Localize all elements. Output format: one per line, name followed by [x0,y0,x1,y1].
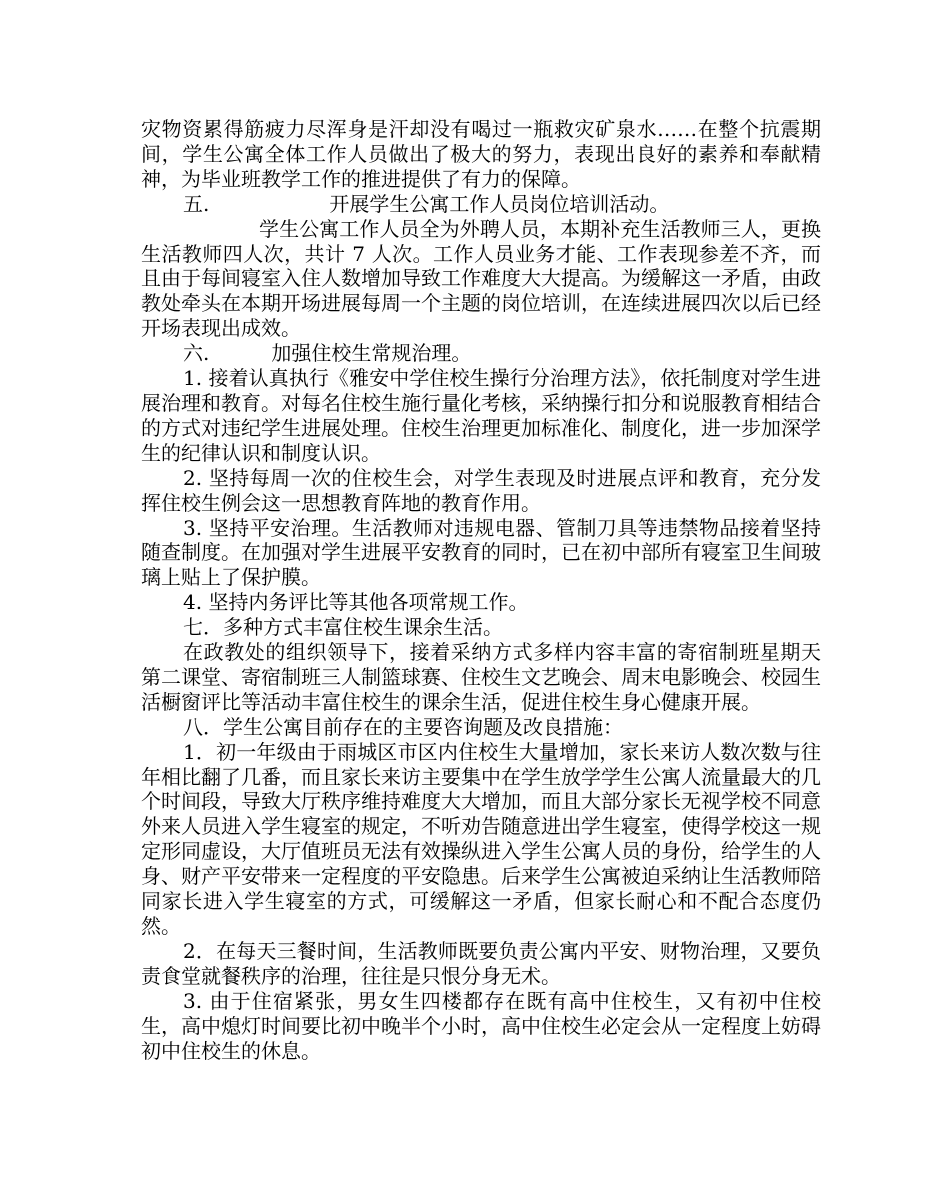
list-item-6-1: 1. 接着认真执行《雅安中学住校生操行分治理方法》，依托制度对学生进展治理和教育。对每名住校生施行量化考核，采纳操行扣分和说服教育相结合的方式对违纪学生进展处理。住校生治理更加标准化、制度化，进一步加深学生的纪律认识和制度认识。 [141,366,821,465]
section-number-5: 五. [183,191,210,216]
section-heading-5 [141,192,821,217]
list-item-8-3: 3. 由于住宿紧张，男女生四楼都存在既有高中住校生，又有初中住校生，高中熄灯时间要比初中晚半个小时，高中住校生必定会从一定程度上妨碍初中住校生的休息。 [141,988,821,1063]
list-item-6-4: 4. 坚持内务评比等其他各项常规工作。 [183,590,529,615]
section-title-6: 加强住校生常规治理。 [271,341,472,366]
list-item-6-3: 3. 坚持平安治理。生活教师对违规电器、管制刀具等违禁物品接着坚持随查制度。在加强对学生进展平安教育的同时，已在初中部所有寝室卫生间玻璃上贴上了保护膜。 [141,515,821,590]
paragraph-training: 学生公寓工作人员全为外聘人员，本期补充生活教师三人，更换生活教师四人次，共计 7 人次。工作人员业务才能、工作表现参差不齐，而且由于每间寝室入住人数增加导致工作难度大大提高。为缓解这一矛盾，由政教处牵头在本期开场进展每周一个主题的岗位培训，在连续进展四次以后已经开场表现出成效。 [141,216,821,341]
paragraph-activities: 在政教处的组织领导下，接着采纳方式多样内容丰富的寄宿制班星期天第二课堂、寄宿制班三人制篮球赛、住校生文艺晚会、周末电影晚会、校园生活橱窗评比等活动丰富住校生的课余生活，促进住校生身心健康开展。 [141,640,821,714]
paragraph-continuation: 灾物资累得筋疲力尽浑身是汗却没有喝过一瓶救灾矿泉水……在整个抗震期间，学生公寓全体工作人员做出了极大的努力，表现出良好的素养和奉献精神，为毕业班教学工作的推进提供了有力的保障。 [141,117,821,191]
section-heading-6 [141,341,821,366]
list-item-8-1: 1．初一年级由于雨城区市区内住校生大量增加，家长来访人数次数与往年相比翻了几番，而且家长来访主要集中在学生放学学生公寓人流量最大的几个时间段，导致大厅秩序维持难度大大增加，而且大部分家长无视学校不同意外来人员进入学生寝室的规定，不听劝告随意进出学生寝室，使得学校这一规定形同虚设，大厅值班员无法有效操纵进入学生公寓人员的身份，给学生的人身、财产平安带来一定程度的平安隐患。后来学生公寓被迫采纳让生活教师陪同家长进入学生寝室的方式，可缓解这一矛盾，但家长耐心和不配合态度仍然。 [141,739,821,938]
list-item-6-2: 2. 坚持每周一次的住校生会，对学生表现及时进展点评和教育，充分发挥住校生例会这一思想教育阵地的教育作用。 [141,465,821,515]
section-heading-8: 八．学生公寓目前存在的主要咨询题及改良措施： [183,714,623,739]
document-page [141,117,821,1063]
section-heading-7: 七．多种方式丰富住校生课余生活。 [183,615,503,640]
section-title-5: 开展学生公寓工作人员岗位培训活动。 [329,191,670,216]
section-number-6: 六. [183,341,210,366]
list-item-8-2: 2．在每天三餐时间，生活教师既要负责公寓内平安、财物治理，又要负责食堂就餐秩序的治理，往往是只恨分身无术。 [141,938,821,988]
